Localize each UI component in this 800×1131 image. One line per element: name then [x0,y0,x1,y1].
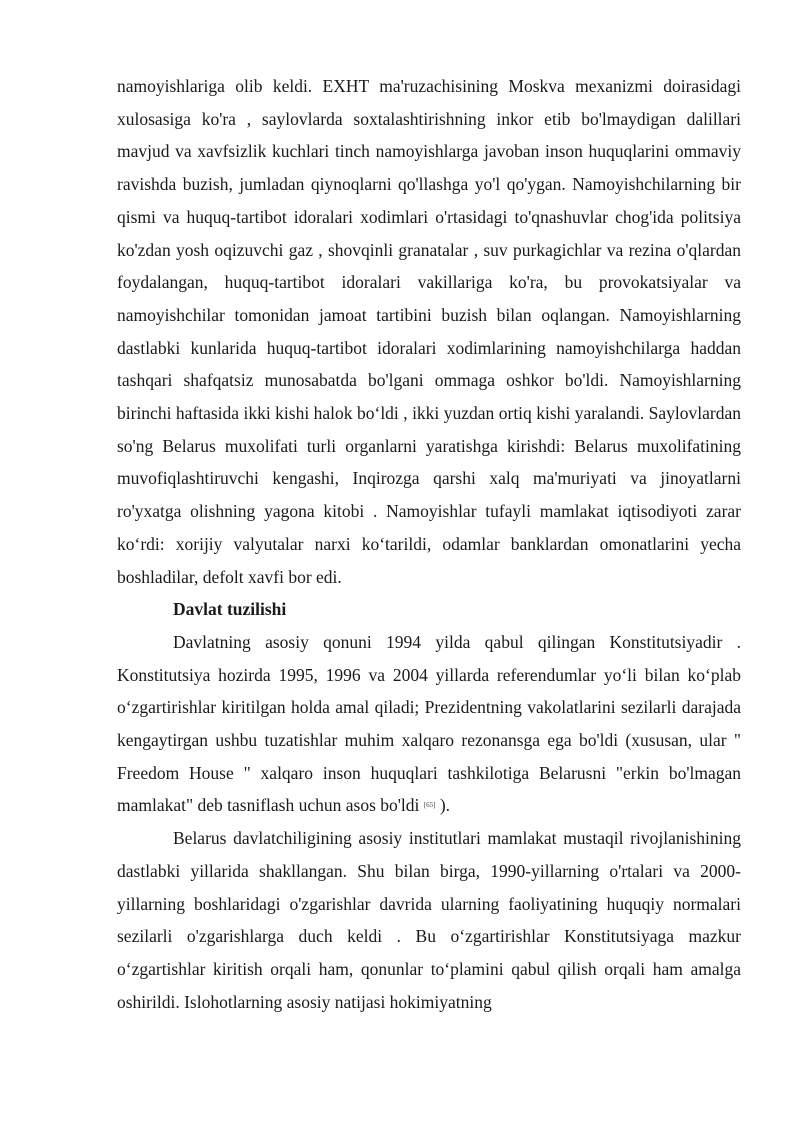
paragraph-constitution [117,626,741,822]
paragraph-constitution-end: ). [435,795,451,816]
document-page [117,70,741,1018]
paragraph-constitution-text: Davlatning asosiy qonuni 1994 yilda qabul qilingan Konstitutsiyadir . Konstitutsiya hozirda 1995, 1996 va 2004 yillarda referendumlar yo‘li bilan ko‘plab o‘zgartirishlar kiritilgan holda amal qiladi; Prezidentning vakolatlarini sezilarli darajada kengaytirgan ushbu tuzatishlar muhim xalqaro rezonansga ega bo'ldi (xususan, ular " Freedom House " xalqaro inson huquqlari tashkilotiga Belarusni "erkin bo'lmagan mamlakat" deb tasniflash uchun asos bo'ldi [117,631,741,816]
citation-link[interactable]: [65] [423,801,436,810]
paragraph-institutions: Belarus davlatchiligining asosiy institutlari mamlakat mustaqil rivojlanishining dastlabki yillarida shakllangan. Shu bilan birga, 1990-yillarning o'rtalari va 2000-yillarning boshlaridagi o'zgarishlar davrida ularning faoliyatining huquqiy normalari sezilarli o'zgarishlarga duch keldi . Bu o‘zgartirishlar Konstitutsiyaga mazkur o‘zgartishlar kiritish orqali ham, qonunlar to‘plamini qabul qilish orqali ham amalga oshirildi. Islohotlarning asosiy natijasi hokimiyatning [117,828,741,1012]
section-heading: Davlat tuzilishi [173,599,287,620]
paragraph-protests: namoyishlariga olib keldi. EXHT ma'ruzachisining Moskva mexanizmi doirasidagi xulosasiga ko'ra , saylovlarda soxtalashtirishning inkor etib bo'lmaydigan dalillari mavjud va xavfsizlik kuchlari tinch namoyishlarga javoban inson huquqlarini ommaviy ravishda buzish, jumladan qiynoqlarni qo'llashga yo'l qo'ygan. Namoyishchilarning bir qismi va huquq-tartibot idoralari xodimlari o'rtasidagi to'qnashuvlar chog'ida politsiya ko'zdan yosh oqizuvchi gaz , shovqinli granatalar , suv purkagichlar va rezina o'qlardan foydalangan, huquq-tartibot idoralari vakillariga ko'ra, bu provokatsiyalar va namoyishchilar tomonidan jamoat tartibini buzish bilan oqlangan. Namoyishlarning dastlabki kunlarida huquq-tartibot idoralari xodimlarining namoyishchilarga haddan tashqari shafqatsiz munosabatda bo'lgani ommaga oshkor bo'ldi. Namoyishlarning birinchi haftasida ikki kishi halok bo‘ldi , ikki yuzdan ortiq kishi yaralandi. Saylovlardan so'ng Belarus muxolifati turli organlarni yaratishga kirishdi: Belarus muxolifatining muvofiqlashtiruvchi kengashi, Inqirozga qarshi xalq ma'muriyati va jinoyatlarni ro'yxatga olishning yagona kitobi . Namoyishlar tufayli mamlakat iqtisodiyoti zarar ko‘rdi: xorijiy valyutalar narxi ko‘tarildi, odamlar banklardan omonatlarini yecha boshladilar, defolt xavfi bor edi. [117,76,741,587]
